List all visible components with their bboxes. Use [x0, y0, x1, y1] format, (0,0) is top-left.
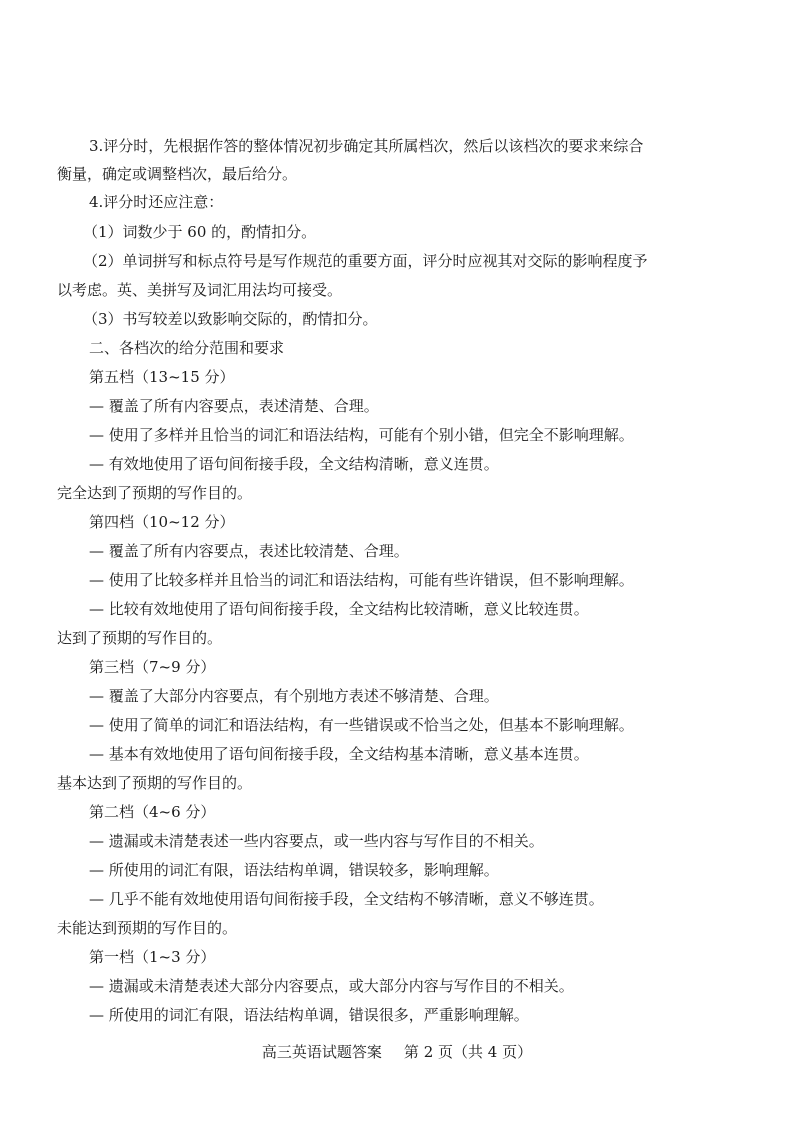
footer-title: 高三英语试题答案 [261, 1043, 382, 1061]
page-footer [0, 1042, 794, 1062]
criterion-line: — 使用了多样并且恰当的词汇和语法结构，可能有个别小错，但完全不影响理解。 [89, 426, 634, 444]
body-line: （2）单词拼写和标点符号是写作规范的重要方面，评分时应视其对交际的影响程度予 [83, 252, 648, 270]
grade-summary: 完全达到了预期的写作目的。 [57, 484, 253, 502]
footer-page-number: 第 2 页（共 4 页） [403, 1043, 533, 1061]
criterion-line: — 所使用的词汇有限，语法结构单调，错误很多，严重影响理解。 [89, 1006, 529, 1024]
body-line: 4.评分时还应注意： [89, 193, 224, 211]
section-heading: 二、各档次的给分范围和要求 [89, 339, 285, 357]
body-line: （3）书写较差以致影响交际的，酌情扣分。 [83, 310, 378, 328]
body-line: 3.评分时，先根据作答的整体情况初步确定其所属档次，然后以该档次的要求来综合 [89, 137, 644, 155]
grade-summary: 基本达到了预期的写作目的。 [57, 774, 253, 792]
criterion-line: — 使用了简单的词汇和语法结构，有一些错误或不恰当之处，但基本不影响理解。 [89, 716, 634, 734]
criterion-line: — 遗漏或未清楚表述大部分内容要点，或大部分内容与写作目的不相关。 [89, 977, 574, 995]
criterion-line: — 几乎不能有效地使用语句间衔接手段，全文结构不够清晰，意义不够连贯。 [89, 890, 604, 908]
body-line: （1）词数少于 60 的，酌情扣分。 [83, 223, 317, 241]
grade-heading: 第四档（10~12 分） [89, 513, 235, 531]
criterion-line: — 覆盖了大部分内容要点，有个别地方表述不够清楚、合理。 [89, 687, 499, 705]
criterion-line: — 覆盖了所有内容要点，表述清楚、合理。 [89, 397, 379, 415]
grade-heading: 第二档（4~6 分） [89, 803, 216, 821]
grade-heading: 第一档（1~3 分） [89, 948, 216, 966]
criterion-line: — 覆盖了所有内容要点，表述比较清楚、合理。 [89, 542, 409, 560]
criterion-line: — 使用了比较多样并且恰当的词汇和语法结构，可能有些许错误，但不影响理解。 [89, 571, 634, 589]
criterion-line: — 比较有效地使用了语句间衔接手段，全文结构比较清晰，意义比较连贯。 [89, 600, 589, 618]
grade-heading: 第五档（13~15 分） [89, 368, 235, 386]
grade-heading: 第三档（7~9 分） [89, 658, 216, 676]
grade-summary: 达到了预期的写作目的。 [57, 629, 223, 647]
grade-summary: 未能达到预期的写作目的。 [57, 919, 238, 937]
body-line: 衡量，确定或调整档次，最后给分。 [57, 165, 298, 183]
criterion-line: — 所使用的词汇有限，语法结构单调，错误较多，影响理解。 [89, 861, 499, 879]
criterion-line: — 基本有效地使用了语句间衔接手段，全文结构基本清晰，意义基本连贯。 [89, 745, 589, 763]
criterion-line: — 有效地使用了语句间衔接手段，全文结构清晰，意义连贯。 [89, 455, 499, 473]
criterion-line: — 遗漏或未清楚表述一些内容要点，或一些内容与写作目的不相关。 [89, 832, 544, 850]
body-line: 以考虑。英、美拼写及词汇用法均可接受。 [57, 281, 343, 299]
